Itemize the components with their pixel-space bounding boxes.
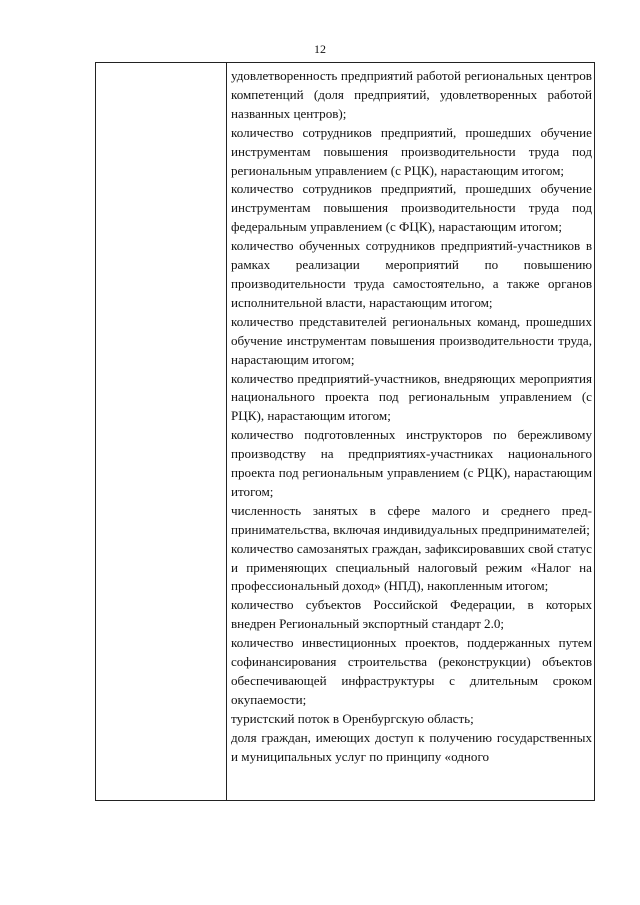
indicator-item: количество обученных сотрудников предприятий-участников в рамках реализации мероприятий по повышению производительности труда самостоятельно, а также органов исполнительной власти, нарастающим итогом;: [231, 238, 592, 310]
indicator-item: количество сотрудников предприятий, прошедших обучение инструментам повышения производительности труда под федеральным управлением (с ФЦК), нарастающим итогом;: [231, 181, 592, 235]
indicator-item: удовлетворенность предприятий работой региональных центров компетенций (доля предприятий, удовлетворенных работой названных центров);: [231, 68, 592, 121]
indicator-item: туристский поток в Оренбургскую область;: [231, 710, 474, 726]
indicator-item: количество сотрудников предприятий, прошедших обучение инструментам повышения производительности труда под региональным управлением (с РЦК), нарастающим итогом;: [231, 124, 592, 178]
indicator-item: количество предприятий-участников, внедряющих мероприятия национального проекта под региональным управлением (с РЦК), нарастающим итогом;: [231, 370, 592, 424]
document-table: [95, 62, 595, 801]
indicator-item: численность занятых в сфере малого и среднего предпринимательства, включая индивидуальных предпринимателей;: [231, 502, 592, 537]
indicator-item: количество подготовленных инструкторов по бережливому производству на предприятиях-участниках национального проекта под региональным управлением (с РЦК), нарастающим итогом;: [231, 427, 592, 499]
indicator-item: количество самозанятых граждан, зафиксировавших свой статус и применяющих специальный налоговый режим «Налог на профессиональный доход» (НПД), накопленным итогом;: [231, 540, 592, 594]
table-right-column: [227, 63, 594, 800]
page-number: 12: [314, 42, 326, 56]
indicator-item: количество инвестиционных проектов, поддержанных путем софинансирования строительства (реконструкции) объектов обеспечивающей инфраструктуры с длительным сроком окупаемости;: [231, 635, 592, 707]
indicator-item: количество представителей региональных команд, прошедших обучение инструментам повышения производительности труда, нарастающим итогом;: [231, 313, 592, 367]
indicator-item: количество субъектов Российской Федерации, в которых внедрен Региональный экспортный стандарт 2.0;: [231, 597, 592, 632]
indicator-item: доля граждан, имеющих доступ к получению государственных и муниципальных услуг по принципу «одного: [231, 729, 592, 764]
table-left-column: [96, 63, 227, 800]
